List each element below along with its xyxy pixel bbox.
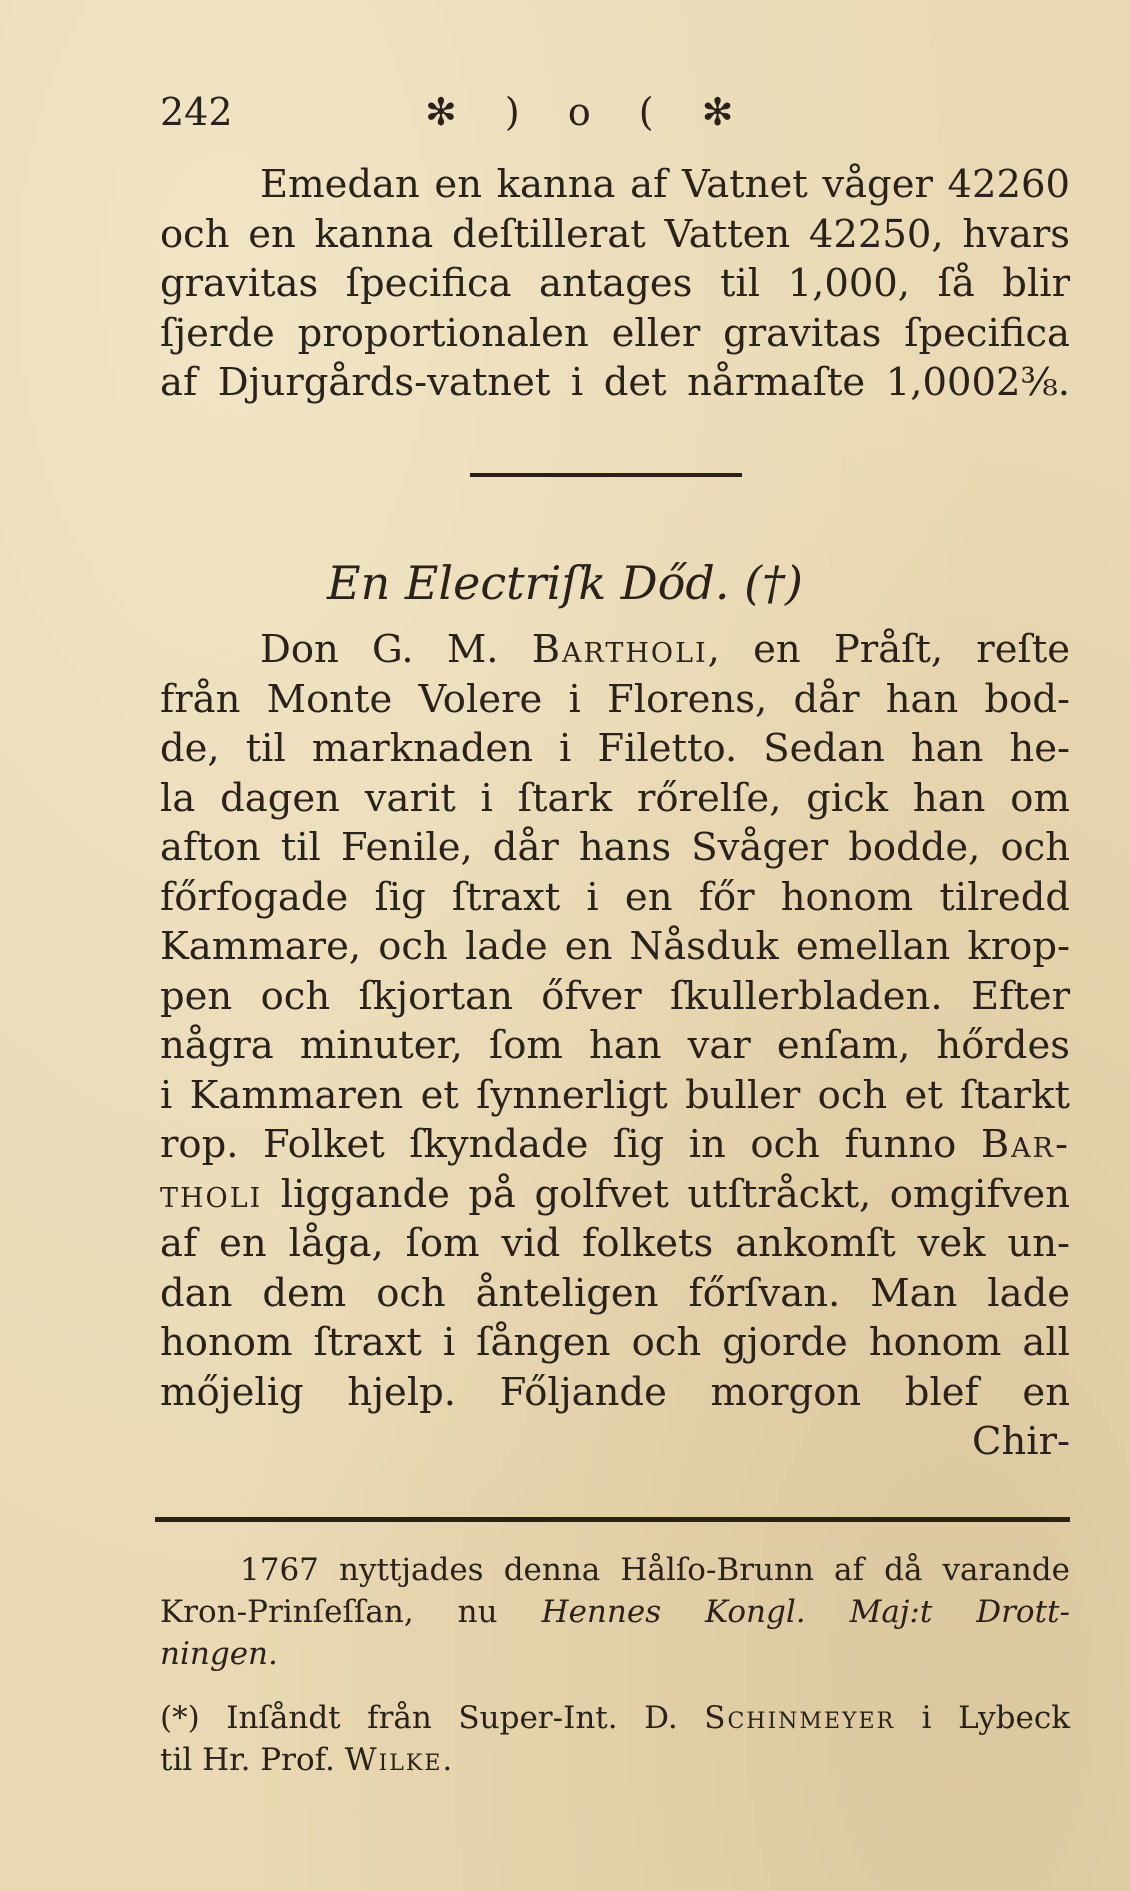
text-line: af en låga, ſom vid folkets ankomſt vek un- xyxy=(160,1221,1070,1266)
text-line: Emedan en kanna af Vatnet våger 42260 xyxy=(260,162,1070,207)
footnote-line: til Hr. Prof. Wilke. xyxy=(160,1742,455,1778)
catchword: Chir- xyxy=(972,1419,1070,1464)
text-line: af Djurgårds-vatnet i det nårmaſte 1,0002⅜. xyxy=(160,360,1070,405)
text-line: rop. Folket ſkyndade ſig in och funno Bar- xyxy=(160,1122,1070,1167)
page-number: 242 xyxy=(160,90,233,134)
text-line: från Monte Volere i Florens, dår han bod- xyxy=(160,676,1070,722)
footnote-line: (*) Inſåndt från Super-Int. D. Schinmeyer i Lybeck xyxy=(160,1700,1070,1736)
text-line: Don G. M. Bartholi, en Pråſt, reſte xyxy=(260,627,1071,672)
text-line: főrfogade ſig ſtraxt i en főr honom tilredd xyxy=(160,874,1070,920)
text-line: några minuter, ſom han var enſam, hőrdes xyxy=(160,1023,1070,1068)
section-divider xyxy=(470,473,742,477)
person-name: Wilke. xyxy=(344,1742,455,1778)
text-line: afton til Fenile, dår hans Svåger bodde, och xyxy=(160,825,1070,870)
footnote-divider xyxy=(155,1517,1070,1522)
page-header xyxy=(160,82,800,142)
person-name: Bar- xyxy=(980,1122,1070,1167)
footnote-line: Kron-Prinſeſſan, nu Hennes Kongl. Maj:t Drott- xyxy=(160,1594,1070,1630)
text-line: och en kanna deſtillerat Vatten 42250, hvars xyxy=(160,211,1070,257)
text-line: Kammare, och lade en Nåsduk emellan krop- xyxy=(160,924,1070,969)
text-line: mőjelig hjelp. Főljande morgon blef en xyxy=(160,1369,1070,1415)
section-title: En Electriſk Dőd. (†) xyxy=(327,556,803,610)
text-line: i Kammaren et ſynnerligt buller och et ſtarkt xyxy=(160,1072,1070,1118)
footnote-line: 1767 nyttjades denna Hålſo-Brunn af då varande xyxy=(240,1552,1070,1588)
person-name: Schinmeyer xyxy=(704,1700,896,1736)
text-line: pen och ſkjortan őfver ſkullerbladen. Efter xyxy=(160,973,1070,1019)
running-head: ✻ ) o ( ✻ xyxy=(425,90,752,134)
person-name: tholi xyxy=(160,1171,263,1217)
text-line: dan dem och ånteligen főrſvan. Man lade xyxy=(160,1270,1070,1316)
paragraph-water-gravity xyxy=(160,160,1070,408)
text-line: tholi liggande på golfvet utſtråckt, omgifven xyxy=(160,1171,1070,1217)
person-name: Bartholi xyxy=(531,627,708,672)
paragraph-electric-death xyxy=(160,625,1070,1467)
footnote-line: ningen. xyxy=(160,1636,278,1672)
text-line: gravitas ſpecifica antages til 1,000, ſå blir xyxy=(160,261,1070,306)
text-line: de, til marknaden i Filetto. Sedan han he- xyxy=(160,726,1070,771)
text-line: honom ſtraxt i ſången och gjorde honom all xyxy=(160,1320,1070,1365)
text-line: ſjerde proportionalen eller gravitas ſpecifica xyxy=(160,310,1070,356)
footnotes xyxy=(160,1549,1070,1781)
text-line: la dagen varit i ſtark rőrelſe, gick han om xyxy=(160,775,1070,821)
